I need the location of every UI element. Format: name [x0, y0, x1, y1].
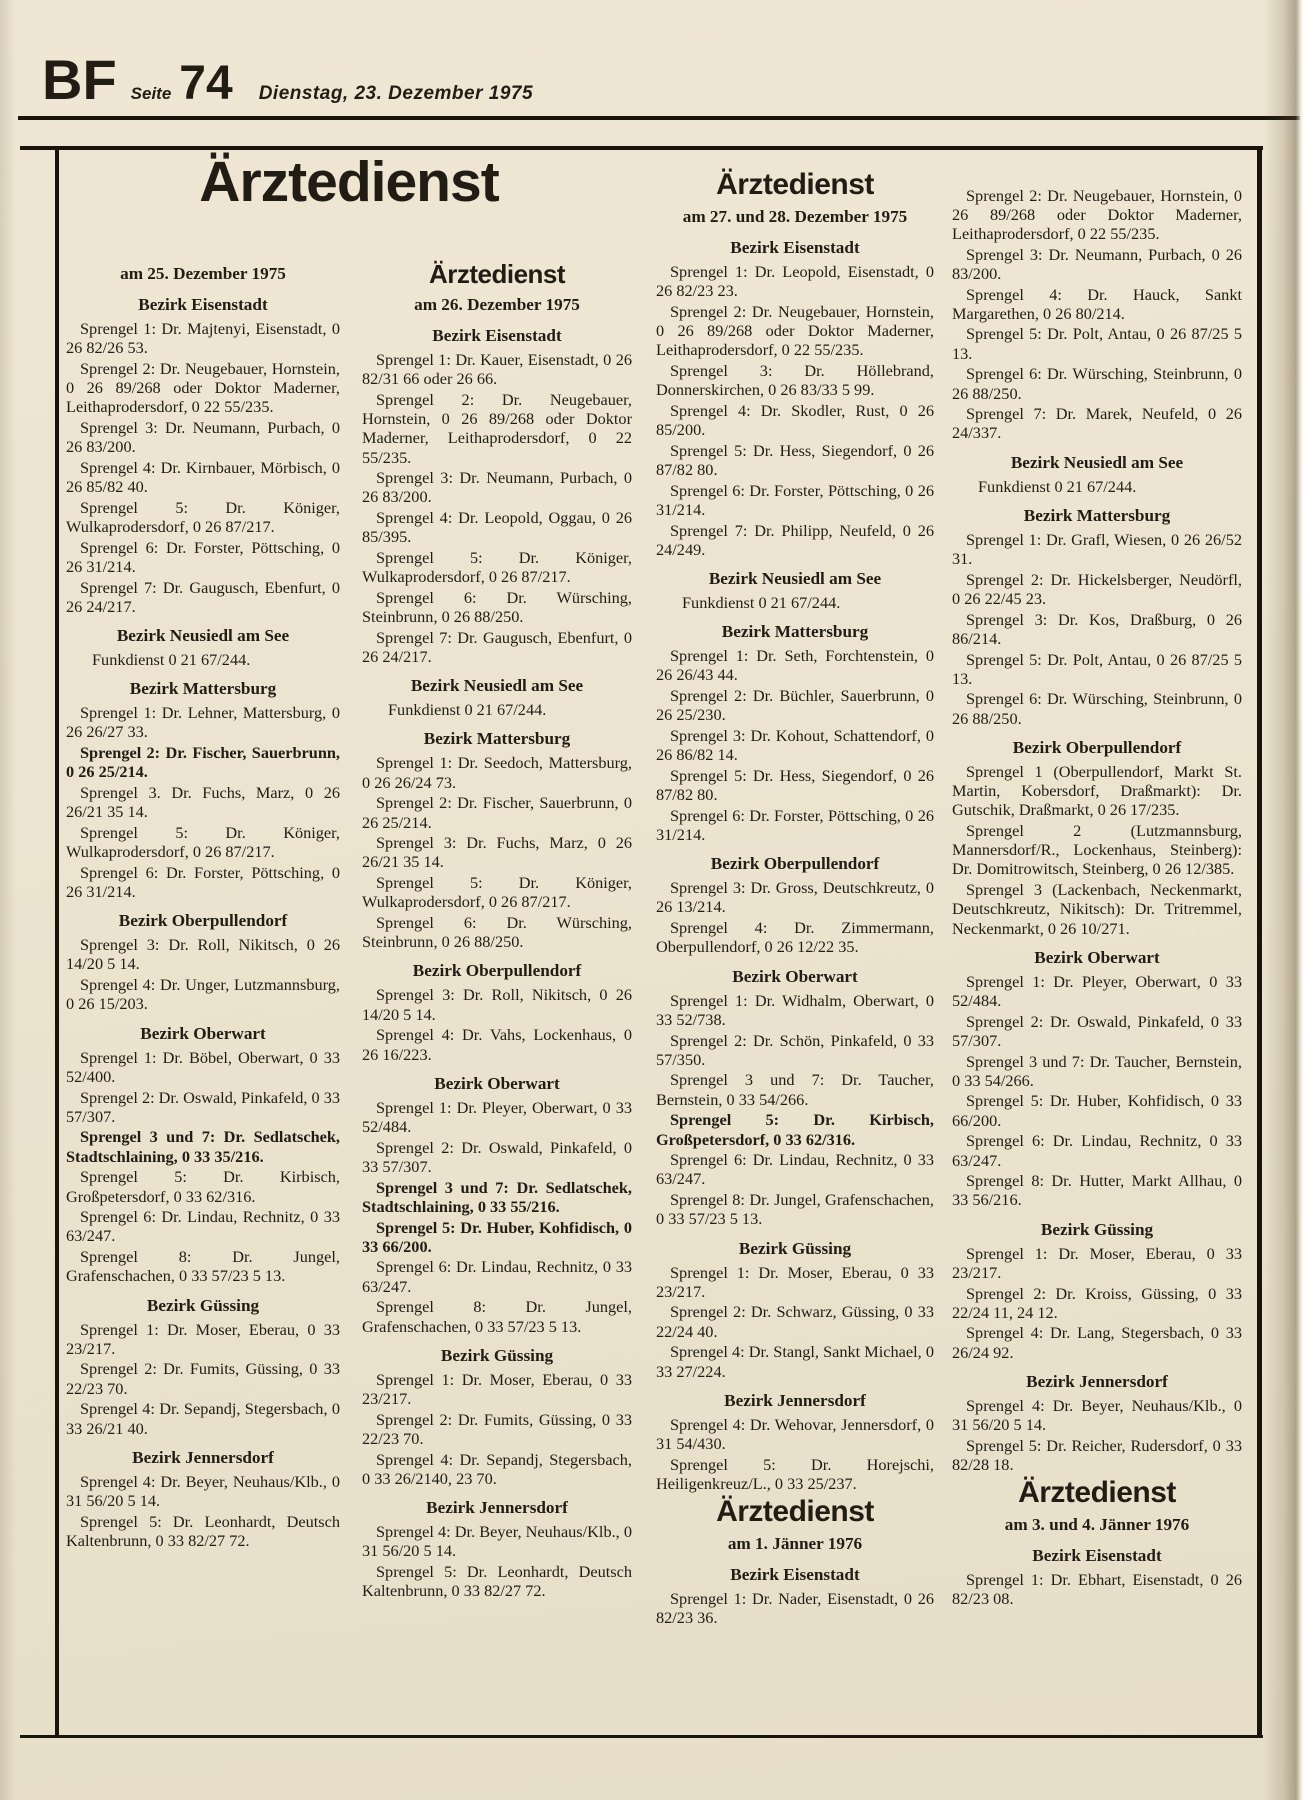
- entry-paragraph: Sprengel 8: Dr. Jungel, Grafenschachen, 0 33 57/23 5 13.: [656, 1190, 934, 1229]
- entry-paragraph: Sprengel 6: Dr. Würsching, Steinbrunn, 0 26 88/250.: [362, 587, 632, 627]
- entry-paragraph: Sprengel 5: Dr. Hess, Siegendorf, 0 26 87/82 80.: [656, 765, 934, 805]
- bezirk-heading: Bezirk Mattersburg: [1023, 505, 1171, 525]
- content-box-right-border: [1257, 146, 1262, 1738]
- bezirk-heading: Bezirk Eisenstadt: [1032, 1546, 1162, 1566]
- masthead-date: Dienstag, 23. Dezember 1975: [258, 83, 534, 104]
- bezirk-heading: Bezirk Jennersdorf: [1026, 1371, 1168, 1391]
- content-box-left-border: [55, 146, 59, 1738]
- entry-paragraph: Sprengel 2: Dr. Schwarz, Güssing, 0 33 22/24 40.: [656, 1302, 934, 1341]
- bezirk-heading: Bezirk Eisenstadt: [432, 326, 562, 345]
- entry-paragraph: Sprengel 1: Dr. Kauer, Eisenstadt, 0 26 82/31 66 oder 26 66.: [362, 350, 632, 389]
- paper-edge-left-shadow: [0, 0, 16, 1800]
- funkdienst-line: Funkdienst 0 21 67/244.: [92, 650, 251, 670]
- entry-paragraph: Sprengel 1: Dr. Pleyer, Oberwart, 0 33 52/484.: [952, 971, 1242, 1010]
- entry-paragraph: Sprengel 5: Dr. Königer, Wulkaprodersdorf, 0 26 87/217.: [66, 822, 340, 862]
- entry-paragraph: Sprengel 5: Dr. Leonhardt, Deutsch Kaltenbrunn, 0 33 82/27 72.: [66, 1511, 340, 1550]
- date-heading: am 27. und 28. Dezember 1975: [682, 207, 908, 226]
- bezirk-heading: Bezirk Neusiedl am See: [410, 676, 584, 696]
- entry-paragraph: Sprengel 2: Dr. Hickelsberger, Neudörfl, 0 26 22/45 23.: [952, 569, 1242, 608]
- masthead-rule: [18, 116, 1300, 120]
- funkdienst-line: Funkdienst 0 21 67/244.: [682, 593, 841, 613]
- bezirk-heading: Bezirk Jennersdorf: [132, 1447, 274, 1467]
- entry-paragraph: Sprengel 6: Dr. Lindau, Rechnitz, 0 33 63/247.: [362, 1257, 632, 1296]
- masthead-logo: BF: [42, 48, 117, 111]
- entry-paragraph: Sprengel 6: Dr. Forster, Pöttsching, 0 26 31/214.: [656, 480, 934, 519]
- entry-paragraph: Sprengel 3 und 7: Dr. Taucher, Bernstein, 0 33 54/266.: [656, 1070, 934, 1109]
- entry-paragraph: Sprengel 8: Dr. Hutter, Markt Allhau, 0 33 56/216.: [952, 1171, 1242, 1210]
- bezirk-heading: Bezirk Oberpullendorf: [118, 911, 288, 931]
- section-title: Ärztedienst: [1018, 1476, 1176, 1510]
- entry-paragraph: Sprengel 1: Dr. Leopold, Eisenstadt, 0 26 82/23 23.: [656, 262, 934, 301]
- column-1: [66, 260, 340, 1552]
- bezirk-heading: Bezirk Neusiedl am See: [708, 569, 882, 589]
- entry-paragraph: Sprengel 3: Dr. Neumann, Purbach, 0 26 83/200.: [952, 244, 1242, 283]
- entry-paragraph: Sprengel 1: Dr. Lehner, Mattersburg, 0 26 26/27 33.: [66, 703, 340, 742]
- entry-paragraph: Sprengel 4: Dr. Wehovar, Jennersdorf, 0 31 54/430.: [656, 1414, 934, 1453]
- date-heading: am 26. Dezember 1975: [414, 295, 580, 314]
- entry-paragraph: Sprengel 4: Dr. Vahs, Lockenhaus, 0 26 16/223.: [362, 1025, 632, 1064]
- entry-paragraph: Sprengel 5: Dr. Kirbisch, Großpetersdorf, 0 33 62/316.: [656, 1110, 934, 1149]
- entry-paragraph: Sprengel 3: Dr. Kos, Draßburg, 0 26 86/214.: [952, 609, 1242, 648]
- entry-paragraph: Sprengel 4: Dr. Hauck, Sankt Margarethen, 0 26 80/214.: [952, 284, 1242, 323]
- entry-paragraph: Sprengel 1: Dr. Widhalm, Oberwart, 0 33 52/738.: [656, 990, 934, 1029]
- entry-paragraph: Sprengel 2: Dr. Kroiss, Güssing, 0 33 22/24 11, 24 12.: [952, 1283, 1242, 1322]
- entry-paragraph: Sprengel 4: Dr. Stangl, Sankt Michael, 0 33 27/224.: [656, 1342, 934, 1381]
- entry-paragraph: Sprengel 1: Dr. Böbel, Oberwart, 0 33 52/400.: [66, 1047, 340, 1086]
- entry-paragraph: Sprengel 5: Dr. Kirbisch, Großpetersdorf, 0 33 62/316.: [66, 1167, 340, 1206]
- entry-paragraph: Sprengel 3. Dr. Fuchs, Marz, 0 26 26/21 35 14.: [66, 783, 340, 822]
- masthead-page-number: 74: [179, 57, 233, 110]
- entry-paragraph: Sprengel 4: Dr. Kirnbauer, Mörbisch, 0 26 85/82 40.: [66, 457, 340, 497]
- entry-paragraph: Sprengel 1: Dr. Ebhart, Eisenstadt, 0 26 82/23 08.: [952, 1570, 1242, 1609]
- column-3: [656, 166, 934, 1629]
- entry-paragraph: Sprengel 5: Dr. Königer, Wulkaprodersdorf, 0 26 87/217.: [362, 548, 632, 587]
- entry-paragraph: Sprengel 4: Dr. Sepandj, Stegersbach, 0 33 26/2140, 23 70.: [362, 1449, 632, 1488]
- entry-paragraph: Sprengel 4: Dr. Lang, Stegersbach, 0 33 26/24 92.: [952, 1323, 1242, 1362]
- bezirk-heading: Bezirk Mattersburg: [129, 679, 277, 699]
- entry-paragraph: Sprengel 8: Dr. Jungel, Grafenschachen, 0 33 57/23 5 13.: [362, 1297, 632, 1336]
- section-title: Ärztedienst: [716, 168, 874, 201]
- entry-paragraph: Sprengel 6: Dr. Forster, Pöttsching, 0 26 31/214.: [66, 537, 340, 576]
- entry-paragraph: Sprengel 3: Dr. Höllebrand, Donnerskirchen, 0 26 83/33 5 99.: [656, 361, 934, 400]
- entry-paragraph: Sprengel 3: Dr. Gross, Deutschkreutz, 0 26 13/214.: [656, 878, 934, 917]
- bezirk-heading: Bezirk Oberwart: [1034, 947, 1160, 967]
- entry-paragraph: Sprengel 5: Dr. Polt, Antau, 0 26 87/25 5 13.: [952, 649, 1242, 688]
- bezirk-heading: Bezirk Güssing: [440, 1345, 554, 1365]
- bezirk-heading: Bezirk Güssing: [738, 1238, 852, 1258]
- entry-paragraph: Sprengel 2: Dr. Oswald, Pinkafeld, 0 33 57/307.: [952, 1011, 1242, 1050]
- paper-edge-shadow: [1263, 0, 1303, 1800]
- entry-paragraph: Sprengel 7: Dr. Gaugusch, Ebenfurt, 0 26 24/217.: [66, 577, 340, 616]
- entry-paragraph: Sprengel 1: Dr. Moser, Eberau, 0 33 23/217.: [66, 1319, 340, 1358]
- entry-paragraph: Sprengel 3: Dr. Roll, Nikitsch, 0 26 14/20 5 14.: [362, 985, 632, 1024]
- entry-paragraph: Sprengel 3 und 7: Dr. Sedlatschek, Stadtschlaining, 0 33 35/216.: [66, 1127, 340, 1166]
- entry-paragraph: Sprengel 6: Dr. Würsching, Steinbrunn, 0 26 88/250.: [952, 364, 1242, 403]
- entry-paragraph: Sprengel 6: Dr. Würsching, Steinbrunn, 0 26 88/250.: [952, 689, 1242, 728]
- bezirk-heading: Bezirk Güssing: [146, 1295, 260, 1315]
- entry-paragraph: Sprengel 3: Dr. Fuchs, Marz, 0 26 26/21 35 14.: [362, 833, 632, 872]
- entry-paragraph: Sprengel 6: Dr. Lindau, Rechnitz, 0 33 63/247.: [656, 1150, 934, 1189]
- entry-paragraph: Sprengel 7: Dr. Philipp, Neufeld, 0 26 24/249.: [656, 520, 934, 559]
- entry-paragraph: Sprengel 5: Dr. Huber, Kohfidisch, 0 33 66/200.: [362, 1217, 632, 1256]
- masthead: [42, 48, 534, 111]
- entry-paragraph: Sprengel 2: Dr. Büchler, Sauerbrunn, 0 26 25/230.: [656, 686, 934, 725]
- bezirk-heading: Bezirk Oberpullendorf: [412, 961, 582, 981]
- entry-paragraph: Sprengel 3: Dr. Neumann, Purbach, 0 26 83/200.: [66, 418, 340, 457]
- main-title: Ärztedienst: [199, 150, 499, 214]
- entry-paragraph: Sprengel 4: Dr. Zimmermann, Oberpullendorf, 0 26 12/22 35.: [656, 918, 934, 957]
- entry-paragraph: Sprengel 4: Dr. Beyer, Neuhaus/Klb., 0 31 56/20 5 14.: [952, 1395, 1242, 1435]
- entry-paragraph: Sprengel 4: Dr. Leopold, Oggau, 0 26 85/395.: [362, 508, 632, 547]
- entry-paragraph: Sprengel 5: Dr. Leonhardt, Deutsch Kaltenbrunn, 0 33 82/27 72.: [362, 1561, 632, 1601]
- entry-paragraph: Sprengel 3: Dr. Kohout, Schattendorf, 0 26 86/82 14.: [656, 726, 934, 765]
- entry-paragraph: Sprengel 2: Dr. Neugebauer, Hornstein, 0 26 89/268 oder Doktor Maderner, Leithaprodersdorf, 0 22 55/235.: [952, 185, 1242, 243]
- entry-paragraph: Sprengel 2: Dr. Schön, Pinkafeld, 0 33 57/350.: [656, 1030, 934, 1069]
- column-2: [362, 258, 632, 1602]
- entry-paragraph: Sprengel 2: Dr. Oswald, Pinkafeld, 0 33 57/307.: [66, 1087, 341, 1126]
- entry-paragraph: Sprengel 2: Dr. Neugebauer, Hornstein, 0 26 89/268 oder Doktor Maderner, Leithaprodersdorf, 0 22 55/235.: [66, 358, 340, 417]
- entry-paragraph: Sprengel 1: Dr. Moser, Eberau, 0 33 23/217.: [952, 1243, 1242, 1282]
- date-heading: am 25. Dezember 1975: [120, 264, 286, 283]
- entry-paragraph: Sprengel 5: Dr. Reicher, Rudersdorf, 0 33 82/28 18.: [952, 1435, 1242, 1474]
- bezirk-heading: Bezirk Eisenstadt: [730, 238, 860, 257]
- entry-paragraph: Sprengel 5: Dr. Horejschi, Heiligenkreuz/L., 0 33 25/237.: [656, 1454, 934, 1493]
- bezirk-heading: Bezirk Oberpullendorf: [1012, 737, 1182, 757]
- entry-paragraph: Sprengel 4: Dr. Unger, Lutzmannsburg, 0 26 15/203.: [66, 975, 340, 1014]
- bezirk-heading: Bezirk Oberwart: [434, 1073, 560, 1093]
- entry-paragraph: Sprengel 1: Dr. Seedoch, Mattersburg, 0 26 26/24 73.: [362, 753, 632, 792]
- bezirk-heading: Bezirk Eisenstadt: [730, 1565, 860, 1585]
- entry-paragraph: Sprengel 6: Dr. Würsching, Steinbrunn, 0 26 88/250.: [362, 913, 632, 952]
- bezirk-heading: Bezirk Neusiedl am See: [116, 626, 290, 646]
- bezirk-heading: Bezirk Neusiedl am See: [1010, 452, 1184, 472]
- entry-paragraph: Sprengel 3 und 7: Dr. Taucher, Bernstein, 0 33 54/266.: [952, 1051, 1242, 1090]
- entry-paragraph: Sprengel 3: Dr. Roll, Nikitsch, 0 26 14/20 5 14.: [66, 935, 340, 974]
- bezirk-heading: Bezirk Jennersdorf: [426, 1497, 568, 1517]
- entry-paragraph: Sprengel 7: Dr. Marek, Neufeld, 0 26 24/337.: [952, 404, 1242, 443]
- section-title: Ärztedienst: [716, 1495, 874, 1529]
- entry-paragraph: Sprengel 5: Dr. Königer, Wulkaprodersdorf, 0 26 87/217.: [66, 497, 340, 537]
- entry-paragraph: Sprengel 5: Dr. Königer, Wulkaprodersdorf, 0 26 87/217.: [362, 873, 632, 912]
- entry-paragraph: Sprengel 3 (Lackenbach, Neckenmarkt, Deutschkreutz, Nikitsch): Dr. Tritremmel, Neckenmarkt, 0 26 10/271.: [952, 880, 1242, 938]
- entry-paragraph: Sprengel 2: Dr. Fischer, Sauerbrunn, 0 26 25/214.: [362, 793, 632, 832]
- entry-paragraph: Sprengel 1: Dr. Majtenyi, Eisenstadt, 0 26 82/26 53.: [66, 319, 340, 358]
- funkdienst-line: Funkdienst 0 21 67/244.: [388, 700, 547, 720]
- content-box-bottom-border: [20, 1735, 1263, 1738]
- entry-paragraph: Sprengel 5: Dr. Huber, Kohfidisch, 0 33 66/200.: [952, 1091, 1242, 1130]
- entry-paragraph: Sprengel 6: Dr. Lindau, Rechnitz, 0 33 63/247.: [66, 1207, 340, 1246]
- entry-paragraph: Sprengel 6: Dr. Lindau, Rechnitz, 0 33 63/247.: [952, 1131, 1242, 1170]
- bezirk-heading: Bezirk Oberpullendorf: [710, 854, 880, 874]
- entry-paragraph: Sprengel 1: Dr. Seth, Forchtenstein, 0 26 26/43 44.: [656, 646, 934, 685]
- entry-paragraph: Sprengel 2: Dr. Fischer, Sauerbrunn, 0 26 25/214.: [66, 743, 340, 782]
- entry-paragraph: Sprengel 4: Dr. Beyer, Neuhaus/Klb., 0 31 56/20 5 14.: [362, 1521, 632, 1561]
- entry-paragraph: Sprengel 2 (Lutzmannsburg, Mannersdorf/R., Lockenhaus, Steinberg): Dr. Domitrowitsch, Steinberg, 0 26 12/385.: [952, 820, 1242, 879]
- date-heading: am 3. und 4. Jänner 1976: [1004, 1515, 1190, 1535]
- bezirk-heading: Bezirk Jennersdorf: [724, 1390, 866, 1410]
- entry-paragraph: Sprengel 1: Dr. Moser, Eberau, 0 33 23/217.: [656, 1262, 934, 1301]
- entry-paragraph: Sprengel 2: Dr. Neugebauer, Hornstein, 0 26 89/268 oder Doktor Maderner, Leithaprodersdorf, 0 22 55/235.: [656, 301, 934, 360]
- entry-paragraph: Sprengel 2: Dr. Fumits, Güssing, 0 33 22/23 70.: [362, 1409, 632, 1448]
- bezirk-heading: Bezirk Oberwart: [732, 966, 858, 986]
- entry-paragraph: Sprengel 3: Dr. Neumann, Purbach, 0 26 83/200.: [362, 468, 632, 507]
- entry-paragraph: Sprengel 5: Dr. Polt, Antau, 0 26 87/25 5 13.: [952, 324, 1242, 363]
- entry-paragraph: Sprengel 6: Dr. Forster, Pöttsching, 0 26 31/214.: [66, 862, 340, 902]
- entry-paragraph: Sprengel 7: Dr. Gaugusch, Ebenfurt, 0 26 24/217.: [362, 627, 632, 667]
- entry-paragraph: Sprengel 6: Dr. Forster, Pöttsching, 0 26 31/214.: [656, 805, 934, 845]
- entry-paragraph: Sprengel 1: Dr. Moser, Eberau, 0 33 23/217.: [362, 1369, 632, 1408]
- masthead-page-label: Seite: [130, 84, 172, 103]
- entry-paragraph: Sprengel 2: Dr. Fumits, Güssing, 0 33 22/23 70.: [66, 1359, 340, 1398]
- entry-paragraph: Sprengel 2: Dr. Neugebauer, Hornstein, 0 26 89/268 oder Doktor Maderner, Leithaprodersdorf, 0 22 55/235.: [362, 389, 632, 467]
- bezirk-heading: Bezirk Güssing: [1040, 1219, 1154, 1239]
- bezirk-heading: Bezirk Oberwart: [140, 1023, 266, 1043]
- entry-paragraph: Sprengel 4: Dr. Skodler, Rust, 0 26 85/200.: [656, 400, 934, 440]
- bezirk-heading: Bezirk Mattersburg: [423, 729, 571, 749]
- column-4: [952, 184, 1242, 1610]
- entry-paragraph: Sprengel 1: Dr. Pleyer, Oberwart, 0 33 52/484.: [362, 1097, 632, 1136]
- entry-paragraph: Sprengel 1: Dr. Grafl, Wiesen, 0 26 26/52 31.: [952, 529, 1242, 569]
- bezirk-heading: Bezirk Mattersburg: [721, 622, 869, 642]
- entry-paragraph: Sprengel 8: Dr. Jungel, Grafenschachen, 0 33 57/23 5 13.: [66, 1247, 340, 1286]
- bezirk-heading: Bezirk Eisenstadt: [138, 295, 268, 314]
- entry-paragraph: Sprengel 5: Dr. Hess, Siegendorf, 0 26 87/82 80.: [656, 440, 934, 480]
- entry-paragraph: Sprengel 1 (Oberpullendorf, Markt St. Martin, Kobersdorf, Draßmarkt): Dr. Gutschik, Draßmarkt, 0 26 17/235.: [952, 761, 1242, 820]
- funkdienst-line: Funkdienst 0 21 67/244.: [978, 476, 1137, 496]
- entry-paragraph: Sprengel 4: Dr. Sepandj, Stegersbach, 0 33 26/21 40.: [66, 1399, 340, 1438]
- entry-paragraph: Sprengel 1: Dr. Nader, Eisenstadt, 0 26 82/23 36.: [656, 1589, 934, 1628]
- section-title: Ärztedienst: [428, 259, 566, 289]
- entry-paragraph: Sprengel 2: Dr. Oswald, Pinkafeld, 0 33 57/307.: [362, 1137, 632, 1176]
- entry-paragraph: Sprengel 3 und 7: Dr. Sedlatschek, Stadtschlaining, 0 33 55/216.: [362, 1177, 632, 1216]
- entry-paragraph: Sprengel 4: Dr. Beyer, Neuhaus/Klb., 0 31 56/20 5 14.: [66, 1471, 340, 1510]
- date-heading: am 1. Jänner 1976: [727, 1534, 863, 1554]
